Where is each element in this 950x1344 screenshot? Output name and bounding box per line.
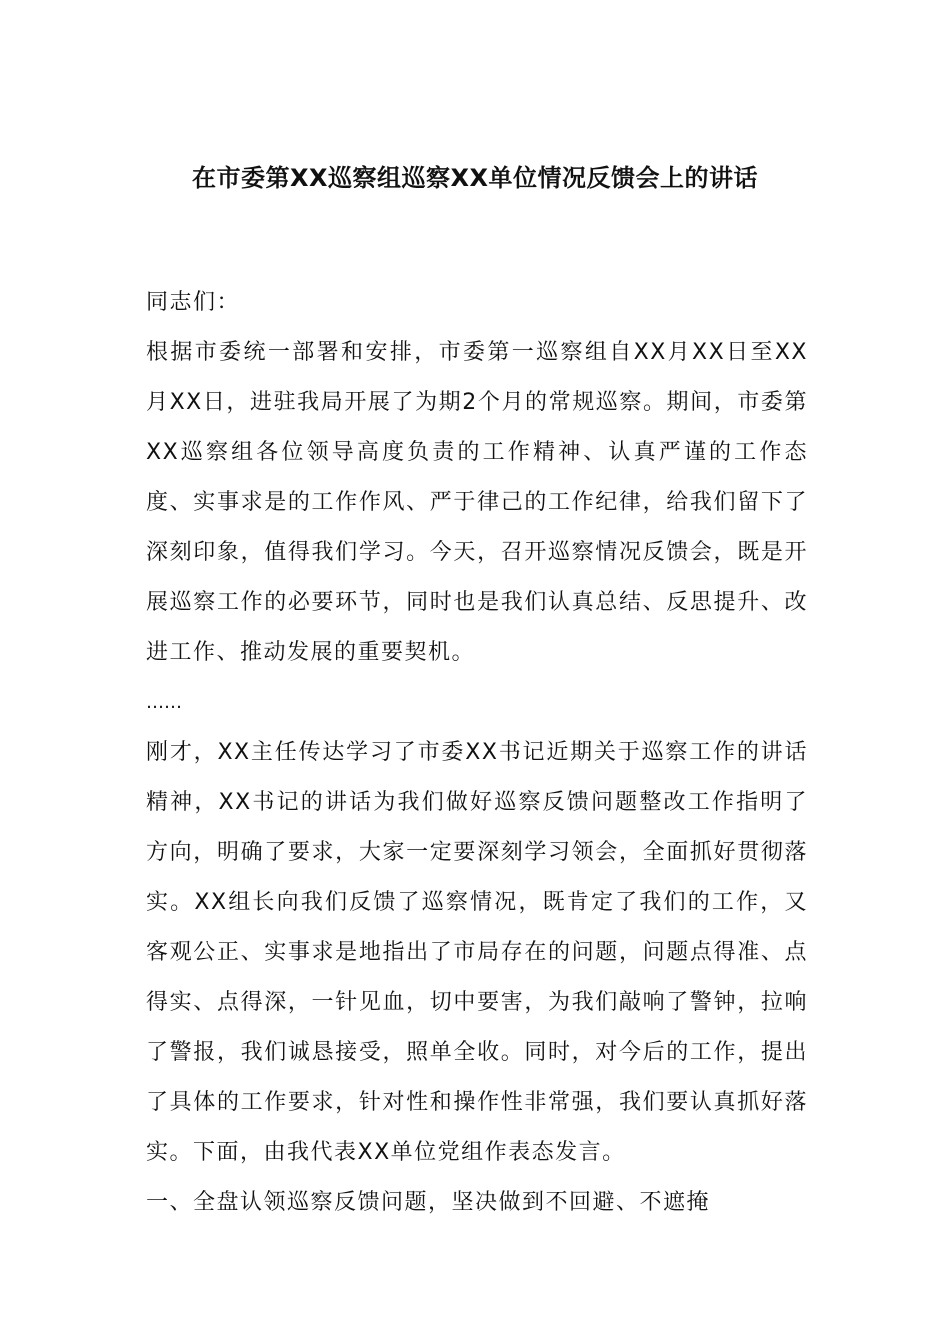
ellipsis-break: …… [146, 692, 182, 713]
section-heading-1: 一、全盘认领巡察反馈问题，坚决做到不回避、不遮掩 [146, 1190, 711, 1215]
document-title: 在市委第XX巡察组巡察XX单位情况反馈会上的讲话 [191, 164, 758, 192]
salutation: 同志们： [146, 290, 241, 315]
paragraph-1: 根据市委统一部署和安排，市委第一巡察组自XX月XX日至XX月XX日，进驻我局开展了为期2个月的常规巡察。期间，市委第XX巡察组各位领导高度负责的工作精神、认真严谨的工作态度、实事求是的工作作风、严于律己的工作纪律，给我们留下了深刻印象，值得我们学习。今天，召开巡察情况反馈会，既是开展巡察工作的必要环节，同时也是我们认真总结、反思提升、改进工作、推动发展的重要契机。 [146, 340, 808, 665]
document-body [146, 278, 808, 1228]
paragraph-2: 刚才，XX主任传达学习了市委XX书记近期关于巡察工作的讲话精神，XX书记的讲话为我们做好巡察反馈问题整改工作指明了方向，明确了要求，大家一定要深刻学习领会，全面抓好贯彻落实。XX组长向我们反馈了巡察情况，既肯定了我们的工作，又客观公正、实事求是地指出了市局存在的问题，问题点得准、点得实、点得深，一针见血，切中要害，为我们敲响了警钟，拉响了警报，我们诚恳接受，照单全收。同时，对今后的工作，提出了具体的工作要求，针对性和操作性非常强，我们要认真抓好落实。下面，由我代表XX单位党组作表态发言。 [146, 740, 808, 1165]
